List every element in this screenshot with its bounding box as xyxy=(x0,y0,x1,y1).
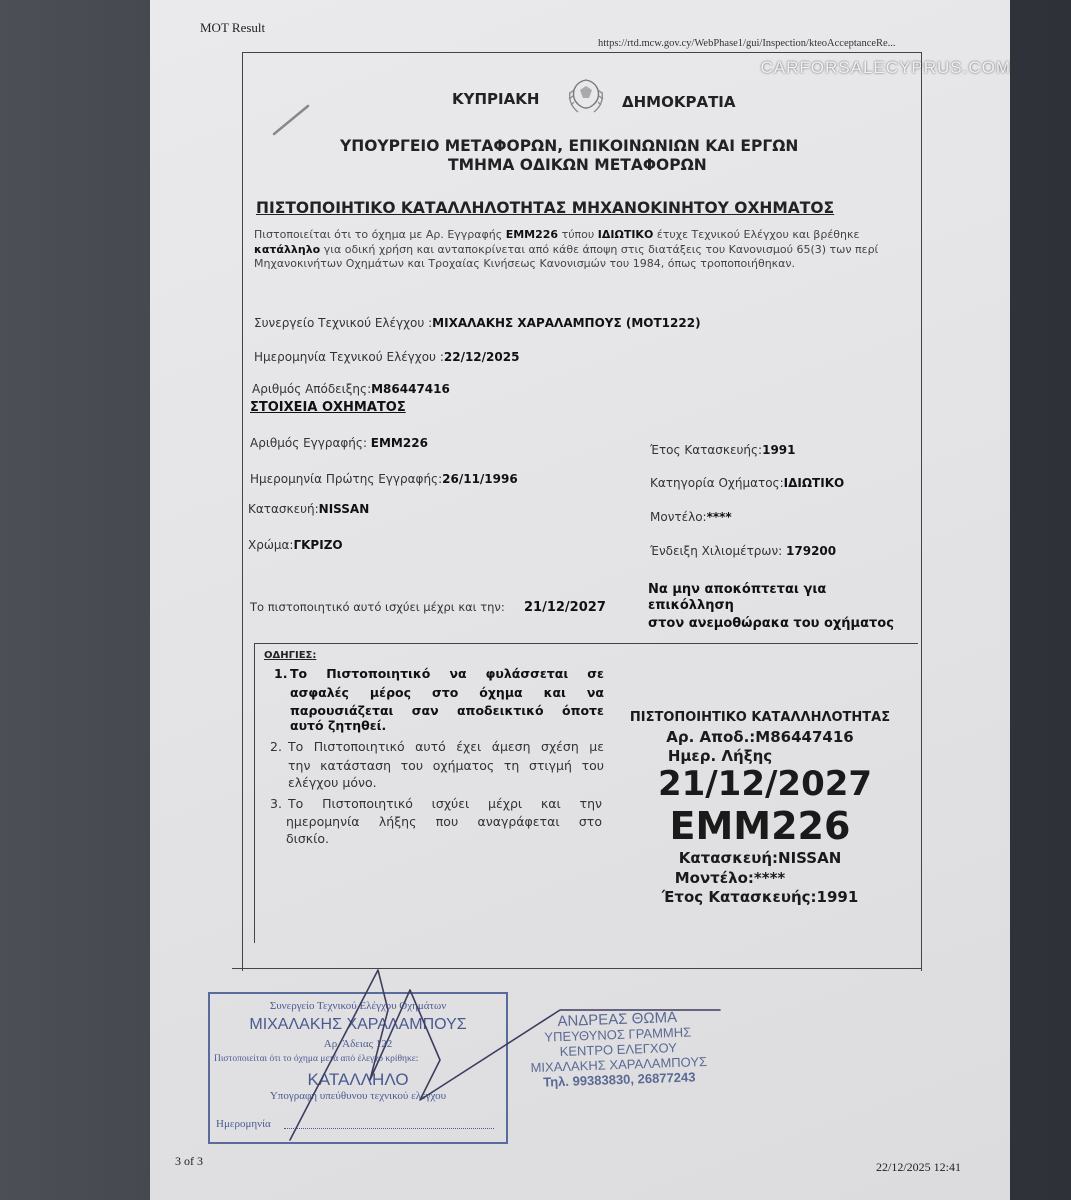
print-datetime: 22/12/2025 12:41 xyxy=(876,1160,962,1174)
stamp-line: ΑΝΔΡΕΑΣ ΘΩΜΑ xyxy=(557,1008,678,1031)
print-title: MOT Result xyxy=(200,20,266,35)
color-value: ΓΚΡΙΖΟ xyxy=(293,538,343,552)
instruction-line: ασφαλές μέρος στο όχημα και να xyxy=(290,685,604,700)
reg-value: EMM226 xyxy=(370,436,428,450)
disc-expiry-label: Ημερ. Λήξης xyxy=(667,747,773,765)
receipt-row xyxy=(252,382,450,396)
stamp-line: ΜΙΧΑΛΑΚΗΣ ΧΑΡΑΛΑΜΠΟΥΣ xyxy=(530,1053,708,1076)
instruction-line: παρουσιάζεται σαν αποδεικτικό όποτε xyxy=(290,703,604,718)
model-label: Μοντέλο: xyxy=(650,510,707,524)
km-row xyxy=(650,544,836,558)
first-reg-label: Ημερομηνία Πρώτης Εγγραφής: xyxy=(250,472,443,486)
year-label: Έτος Κατασκευής: xyxy=(650,443,763,457)
divider-vertical xyxy=(254,643,255,943)
instruction-line: αυτό ζητηθεί. xyxy=(290,718,387,733)
category-value: ΙΔΙΩΤΙΚΟ xyxy=(783,476,845,490)
instructions-title: ΟΔΗΓΙΕΣ: xyxy=(264,650,317,661)
validity-label: Το πιστοποιητικό αυτό ισχύει μέχρι και την: xyxy=(250,600,505,614)
color-label: Χρώμα: xyxy=(248,538,294,552)
model-row xyxy=(650,510,732,524)
stamp-line: Πιστοποιείται ότι το όχημα μετά από έλεγχο κρίθηκε: xyxy=(214,1054,419,1064)
ministry-name: ΥΠΟΥΡΓΕΙΟ ΜΕΤΑΦΟΡΩΝ, ΕΠΙΚΟΙΝΩΝΙΩΝ ΚΑΙ ΕΡΓΩΝ xyxy=(340,137,799,155)
reg-label: Αριθμός Εγγραφής: xyxy=(250,436,371,450)
inspection-date-row xyxy=(254,350,519,364)
stamp-line: ΚΕΝΤΡΟ ΕΛΕΓΧΟΥ xyxy=(559,1039,678,1060)
intro-text: τύπου xyxy=(558,228,598,241)
disc-make: Κατασκευή:NISSAN xyxy=(678,849,842,867)
disc-receipt: Αρ. Αποδ.:M86447416 xyxy=(666,728,854,746)
stamp-line: Αρ. Άδειας 122 xyxy=(323,1038,393,1050)
reg-row xyxy=(250,436,428,450)
warning-line: επικόλληση xyxy=(648,598,734,613)
intro-paragraph xyxy=(254,228,894,272)
pen-mark xyxy=(270,100,314,140)
stamp-line: Ημερομηνία xyxy=(216,1118,271,1130)
first-reg-value: 26/11/1996 xyxy=(442,472,518,486)
first-reg-row xyxy=(250,472,518,486)
instruction-line: Το Πιστοποιητικό να φυλάσσεται σε xyxy=(290,666,604,681)
watermark: CARFORSALECYPRUS.COM xyxy=(760,58,1011,77)
instruction-number: 1. xyxy=(274,666,288,681)
signature xyxy=(260,950,730,1150)
page-number: 3 of 3 xyxy=(175,1154,203,1168)
intro-suitable: κατάλληλο xyxy=(254,242,321,256)
garage-value: ΜΙΧΑΛΑΚΗΣ ΧΑΡΑΛΑΜΠΟΥΣ (MOT1222) xyxy=(432,316,701,330)
category-row xyxy=(650,476,844,490)
warning-line: στον ανεμοθώρακα του οχήματος xyxy=(648,616,894,631)
receipt-value: M86447416 xyxy=(371,382,450,396)
stamp-line: ΚΑΤΑΛΛΗΛΟ xyxy=(307,1070,409,1089)
instruction-line: δισκίο. xyxy=(286,831,330,846)
divider xyxy=(254,643,918,644)
instruction-line: ελέγχου μόνο. xyxy=(288,775,377,790)
category-label: Κατηγορία Οχήματος: xyxy=(650,476,784,490)
disc-model: Μοντέλο:**** xyxy=(674,869,786,887)
inspection-date-label: Ημερομηνία Τεχνικού Ελέγχου : xyxy=(254,350,444,364)
coat-of-arms-icon xyxy=(562,74,610,120)
disc-reg: EMM226 xyxy=(669,804,851,848)
year-row xyxy=(650,443,796,457)
km-label: Ένδειξη Χιλιομέτρων: xyxy=(650,544,787,558)
intro-text: Πιστοποιείται ότι το όχημα με Αρ. Εγγραφής xyxy=(254,228,506,241)
make-label: Κατασκευή: xyxy=(248,502,319,516)
warning-line: Να μην αποκόπτεται για xyxy=(648,582,827,597)
stamp-line: Συνεργείο Τεχνικού Ελέγχου Οχημάτων xyxy=(269,1000,447,1012)
stamp-line: ΜΙΧΑΛΑΚΗΣ ΧΑΡΑΛΑΜΠΟΥΣ xyxy=(249,1016,467,1033)
model-value: **** xyxy=(706,510,732,524)
header-left: ΚΥΠΡΙΑΚΗ xyxy=(452,90,540,108)
vehicle-section-title: ΣΤΟΙΧΕΙΑ ΟΧΗΜΑΤΟΣ xyxy=(250,400,406,415)
inspection-date-value: 22/12/2025 xyxy=(443,350,520,364)
instruction-line: την κατάσταση του οχήματος τη στιγμή του xyxy=(288,758,604,773)
intro-text: για οδική χρήση και ανταποκρίνεται από κάθε άποψη στις διατάξεις του Κανονισμού 65(3) των περί Μηχανοκινήτων Οχημάτων και Τροχαίας Κινήσεως Κανονισμών του 1984, όπως τροποποιήθηκαν. xyxy=(254,242,879,270)
make-value: NISSAN xyxy=(318,502,370,516)
color-row xyxy=(248,538,343,552)
department-name: ΤΜΗΜΑ ΟΔΙΚΩΝ ΜΕΤΑΦΟΡΩΝ xyxy=(448,156,707,174)
intro-reg: EMM226 xyxy=(505,228,559,241)
km-value: 179200 xyxy=(786,544,837,558)
instruction-number: 3. xyxy=(270,796,282,811)
instruction-line: ημερομηνία λήξης που αναγράφεται στο xyxy=(286,814,602,829)
garage-label: Συνεργείο Τεχνικού Ελέγχου : xyxy=(254,316,433,330)
instruction-number: 2. xyxy=(270,739,282,754)
print-url: https://rtd.mcw.gov.cy/WebPhase1/gui/Inspection/kteoAcceptanceRe... xyxy=(598,38,896,49)
stamp-line: ΥΠΕΥΘΥΝΟΣ ΓΡΑΜΜΗΣ xyxy=(544,1024,692,1045)
stamp-line: Υπογραφή υπεύθυνου τεχνικού ελέγχου xyxy=(269,1090,447,1102)
disc-title: ΠΙΣΤΟΠΟΙΗΤΙΚΟ ΚΑΤΑΛΛΗΛΟΤΗΤΑΣ xyxy=(629,710,891,725)
instruction-line: Το Πιστοποιητικό αυτό έχει άμεση σχέση με xyxy=(288,739,604,754)
stamp-line: Τηλ. 99383830, 26877243 xyxy=(542,1069,696,1090)
garage-row xyxy=(254,316,701,330)
receipt-label: Αριθμός Απόδειξης: xyxy=(252,382,372,396)
header-right: ΔΗΜΟΚΡΑΤΙΑ xyxy=(622,93,736,111)
disc-year: Έτος Κατασκευής:1991 xyxy=(661,888,859,906)
certificate-title: ΠΙΣΤΟΠΟΙΗΤΙΚΟ ΚΑΤΑΛΛΗΛΟΤΗΤΑΣ ΜΗΧΑΝΟΚΙΝΗΤΟΥ ΟΧΗΜΑΤΟΣ xyxy=(256,199,835,217)
disc-expiry-date: 21/12/2027 xyxy=(657,764,873,804)
instruction-line: Το Πιστοποιητικό ισχύει μέχρι και την xyxy=(288,796,602,811)
intro-type: ΙΔΙΩΤΙΚΟ xyxy=(597,228,654,241)
make-row xyxy=(248,502,369,516)
intro-text: έτυχε Τεχνικού Ελέγχου και βρέθηκε xyxy=(653,228,860,241)
validity-value: 21/12/2027 xyxy=(524,600,606,615)
year-value: 1991 xyxy=(762,443,796,457)
